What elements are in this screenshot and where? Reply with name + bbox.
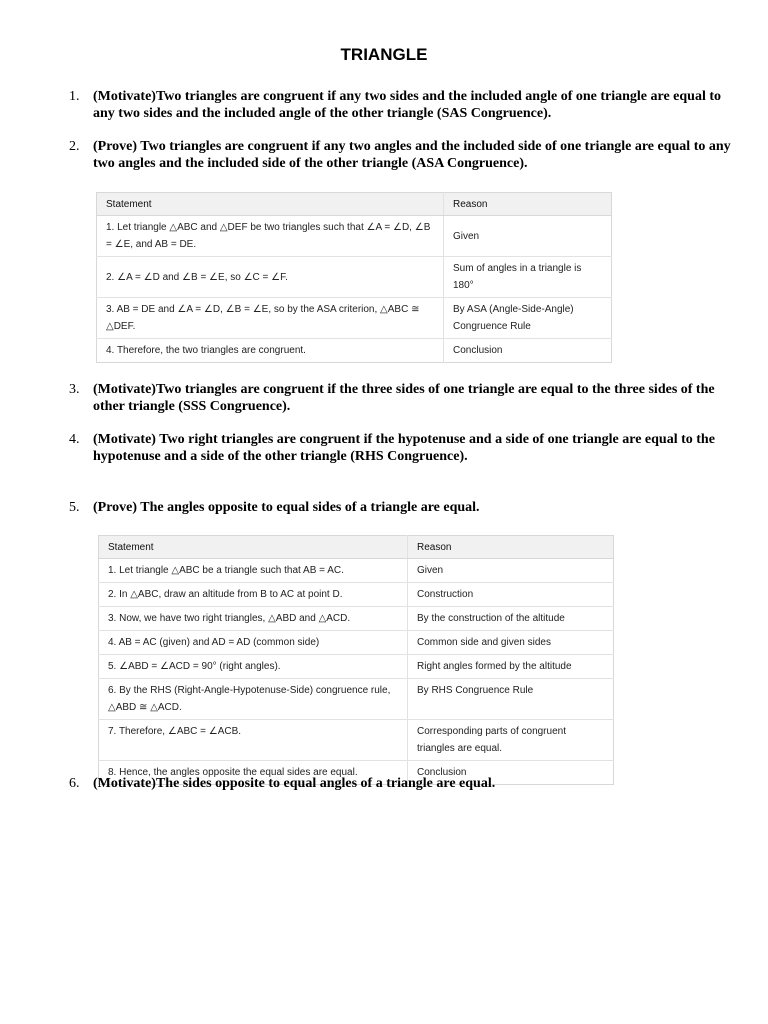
item-number: 6. [69, 776, 80, 791]
table-row [97, 216, 612, 257]
item-text: (Motivate)Two triangles are congruent if any two sides and the included angle of one triangle are equal to any two sides and the included angle of the other triangle (SAS Congruence). [93, 89, 722, 121]
statement-cell: 3. Now, we have two right triangles, △ABD and △ACD. [99, 607, 408, 631]
reason-cell: Given [408, 559, 614, 583]
statement-cell: 2. In △ABC, draw an altitude from B to AC at point D. [99, 583, 408, 607]
statement-cell: 7. Therefore, ∠ABC = ∠ACB. [99, 720, 408, 761]
reason-cell: Construction [408, 583, 614, 607]
table-header-row [99, 536, 614, 559]
reason-cell: Given [444, 216, 612, 257]
statement-cell: 5. ∠ABD = ∠ACD = 90° (right angles). [99, 655, 408, 679]
isosceles-proof-table [98, 535, 614, 785]
reason-cell: Right angles formed by the altitude [408, 655, 614, 679]
table-row [99, 607, 614, 631]
header-statement: Statement [99, 536, 408, 559]
reason-cell: By RHS Congruence Rule [408, 679, 614, 720]
reason-cell: Corresponding parts of congruent triangles are equal. [408, 720, 614, 761]
statement-cell: 1. Let triangle △ABC be a triangle such that AB = AC. [99, 559, 408, 583]
statement-cell: 2. ∠A = ∠D and ∠B = ∠E, so ∠C = ∠F. [97, 257, 444, 298]
page-title: TRIANGLE [340, 45, 428, 64]
header-reason: Reason [408, 536, 614, 559]
table-header-row [97, 193, 612, 216]
reason-cell: Conclusion [417, 767, 467, 778]
table-row [99, 559, 614, 583]
item-text: (Prove) Two triangles are congruent if any two angles and the included side of one triangle are equal to any two angles and the included side of the other triangle (ASA Congruence). [93, 139, 731, 171]
reason-cell: Sum of angles in a triangle is 180° [444, 257, 612, 298]
item-number: 1. [69, 89, 80, 104]
reason-cell: Common side and given sides [408, 631, 614, 655]
item-text: (Motivate) Two right triangles are congruent if the hypotenuse and a side of one triangle are equal to the hypotenuse and a side of the other triangle (RHS Congruence). [93, 432, 715, 464]
statement-cell: 3. AB = DE and ∠A = ∠D, ∠B = ∠E, so by the ASA criterion, △ABC ≅ △DEF. [97, 298, 444, 339]
item-text: (Motivate)Two triangles are congruent if the three sides of one triangle are equal to the three sides of the other triangle (SSS Congruence). [93, 382, 715, 414]
item-text: (Prove) The angles opposite to equal sides of a triangle are equal. [93, 500, 480, 515]
item-number: 4. [69, 432, 80, 447]
statement-cell: 8. Hence, the angles opposite the equal sides are equal. [99, 761, 408, 785]
reason-cell: By the construction of the altitude [408, 607, 614, 631]
asa-proof-table [96, 192, 612, 363]
header-statement: Statement [97, 193, 444, 216]
statement-cell: 4. Therefore, the two triangles are congruent. [97, 339, 444, 363]
item-number: 2. [69, 139, 80, 154]
reason-cell: Conclusion [453, 345, 503, 356]
table-row [99, 583, 614, 607]
item-number: 5. [69, 500, 80, 515]
table-row [97, 339, 612, 363]
table-row [99, 679, 614, 720]
table-row [99, 631, 614, 655]
item-number: 3. [69, 382, 80, 397]
table-row [97, 257, 612, 298]
table-row [99, 720, 614, 761]
table-row [97, 298, 612, 339]
table-row [99, 655, 614, 679]
header-reason: Reason [444, 193, 612, 216]
item-text: (Motivate)The sides opposite to equal angles of a triangle are equal. [93, 776, 496, 791]
statement-cell: 1. Let triangle △ABC and △DEF be two triangles such that ∠A = ∠D, ∠B = ∠E, and AB = DE. [97, 216, 444, 257]
reason-cell: By ASA (Angle-Side-Angle) Congruence Rule [444, 298, 612, 339]
statement-cell: 4. AB = AC (given) and AD = AD (common side) [99, 631, 408, 655]
statement-cell: 6. By the RHS (Right-Angle-Hypotenuse-Side) congruence rule, △ABD ≅ △ACD. [99, 679, 408, 720]
